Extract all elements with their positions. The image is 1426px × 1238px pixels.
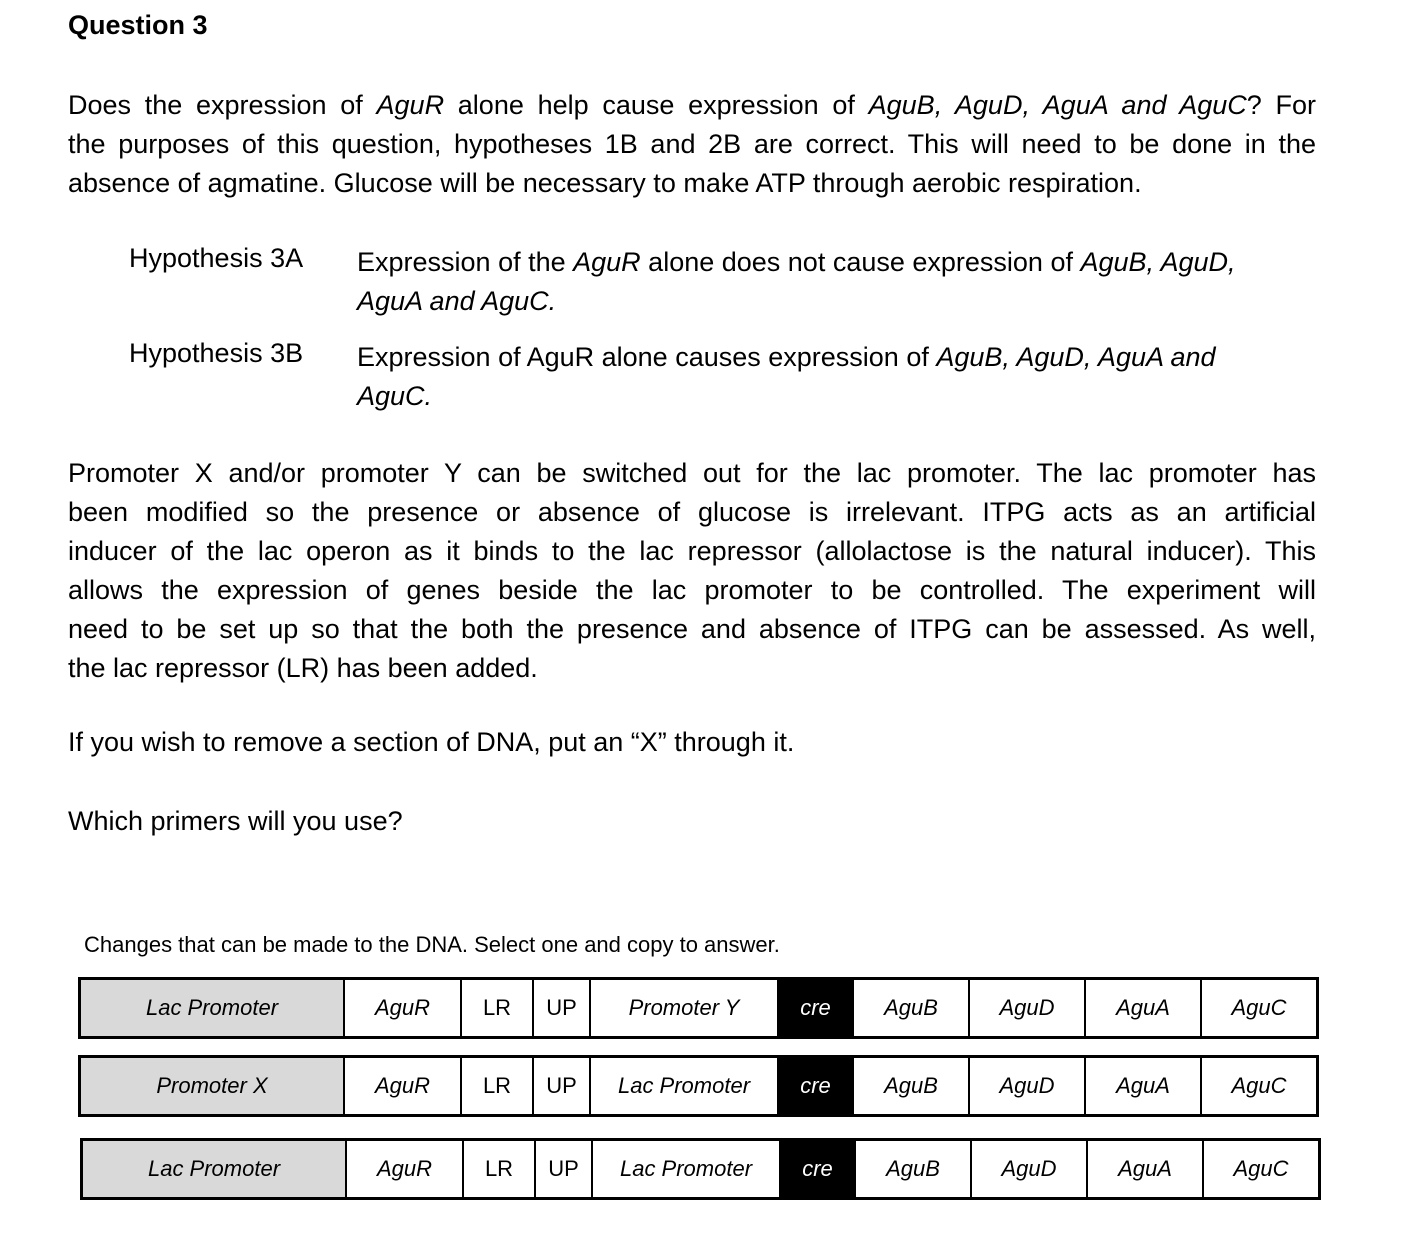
hypothesis-3a-label: Hypothesis 3A — [129, 243, 304, 273]
dna-segment-agud: AguD — [970, 1141, 1086, 1197]
dna-segment-up: UP — [532, 1058, 589, 1114]
dna-segment-cre: cre — [777, 980, 852, 1036]
intro-paragraph — [68, 86, 1316, 203]
dna-segment-agub: AguB — [852, 980, 968, 1036]
dna-segment-promoter-y: Promoter Y — [589, 980, 777, 1036]
promoter-line-3: inducer of the lac operon as it binds to the lac repressor (allolactose is the natural inducer). This — [68, 536, 1316, 566]
dna-segment-agud: AguD — [968, 980, 1084, 1036]
intro-line-3: absence of agmatine. Glucose will be necessary to make ATP through aerobic respiration. — [68, 168, 1142, 198]
dna-segment-agua: AguA — [1084, 980, 1200, 1036]
dna-construct-row-1[interactable] — [78, 977, 1319, 1039]
intro-line-1: Does the expression of AguR alone help cause expression of AguB, AguD, AguA and AguC? For — [68, 90, 1316, 120]
dna-segment-lac-promoter: Lac Promoter — [591, 1141, 779, 1197]
dna-segment-agur: AguR — [343, 980, 460, 1036]
question-title: Question 3 — [68, 10, 208, 40]
dna-segment-lac-promoter: Lac Promoter — [83, 1141, 345, 1197]
promoter-line-4: allows the expression of genes beside the lac promoter to be controlled. The experiment will — [68, 575, 1316, 605]
dna-segment-promoter-x: Promoter X — [81, 1058, 343, 1114]
dna-segment-agur: AguR — [343, 1058, 460, 1114]
dna-construct-row-3[interactable] — [80, 1138, 1321, 1200]
dna-segment-up: UP — [534, 1141, 591, 1197]
remove-instruction: If you wish to remove a section of DNA, put an “X” through it. — [68, 727, 795, 757]
hypothesis-3a-text: Expression of the AguR alone does not cause expression of AguB, AguD, AguA and AguC. — [357, 247, 1236, 316]
dna-segment-lac-promoter: Lac Promoter — [81, 980, 343, 1036]
dna-segment-up: UP — [532, 980, 589, 1036]
dna-segment-aguc: AguC — [1202, 1141, 1318, 1197]
dna-segment-agud: AguD — [968, 1058, 1084, 1114]
dna-construct-row-2[interactable] — [78, 1055, 1319, 1117]
promoter-paragraph — [68, 454, 1316, 688]
dna-segment-aguc: AguC — [1200, 980, 1316, 1036]
dna-segment-cre: cre — [779, 1141, 854, 1197]
primers-question: Which primers will you use? — [68, 806, 403, 836]
promoter-line-1: Promoter X and/or promoter Y can be switched out for the lac promoter. The lac promoter has — [68, 458, 1316, 488]
dna-segment-agua: AguA — [1084, 1058, 1200, 1114]
dna-segment-agub: AguB — [854, 1141, 970, 1197]
hypothesis-3b-text: Expression of AguR alone causes expression of AguB, AguD, AguA and AguC. — [357, 342, 1216, 411]
dna-segment-agur: AguR — [345, 1141, 462, 1197]
dna-caption: Changes that can be made to the DNA. Select one and copy to answer. — [84, 932, 780, 957]
promoter-line-2: been modified so the presence or absence of glucose is irrelevant. ITPG acts as an artificial — [68, 497, 1316, 527]
intro-line-2: the purposes of this question, hypotheses 1B and 2B are correct. This will need to be done in the — [68, 129, 1316, 159]
dna-segment-cre: cre — [777, 1058, 852, 1114]
dna-segment-agua: AguA — [1086, 1141, 1202, 1197]
dna-segment-aguc: AguC — [1200, 1058, 1316, 1114]
promoter-line-5: need to be set up so that the both the presence and absence of ITPG can be assessed. As well, — [68, 614, 1316, 644]
dna-segment-agub: AguB — [852, 1058, 968, 1114]
dna-segment-lac-promoter: Lac Promoter — [589, 1058, 777, 1114]
dna-segment-lr: LR — [462, 1141, 534, 1197]
dna-segment-lr: LR — [460, 1058, 532, 1114]
hypothesis-3b-label: Hypothesis 3B — [129, 338, 304, 368]
promoter-line-6: the lac repressor (LR) has been added. — [68, 653, 538, 683]
dna-segment-lr: LR — [460, 980, 532, 1036]
